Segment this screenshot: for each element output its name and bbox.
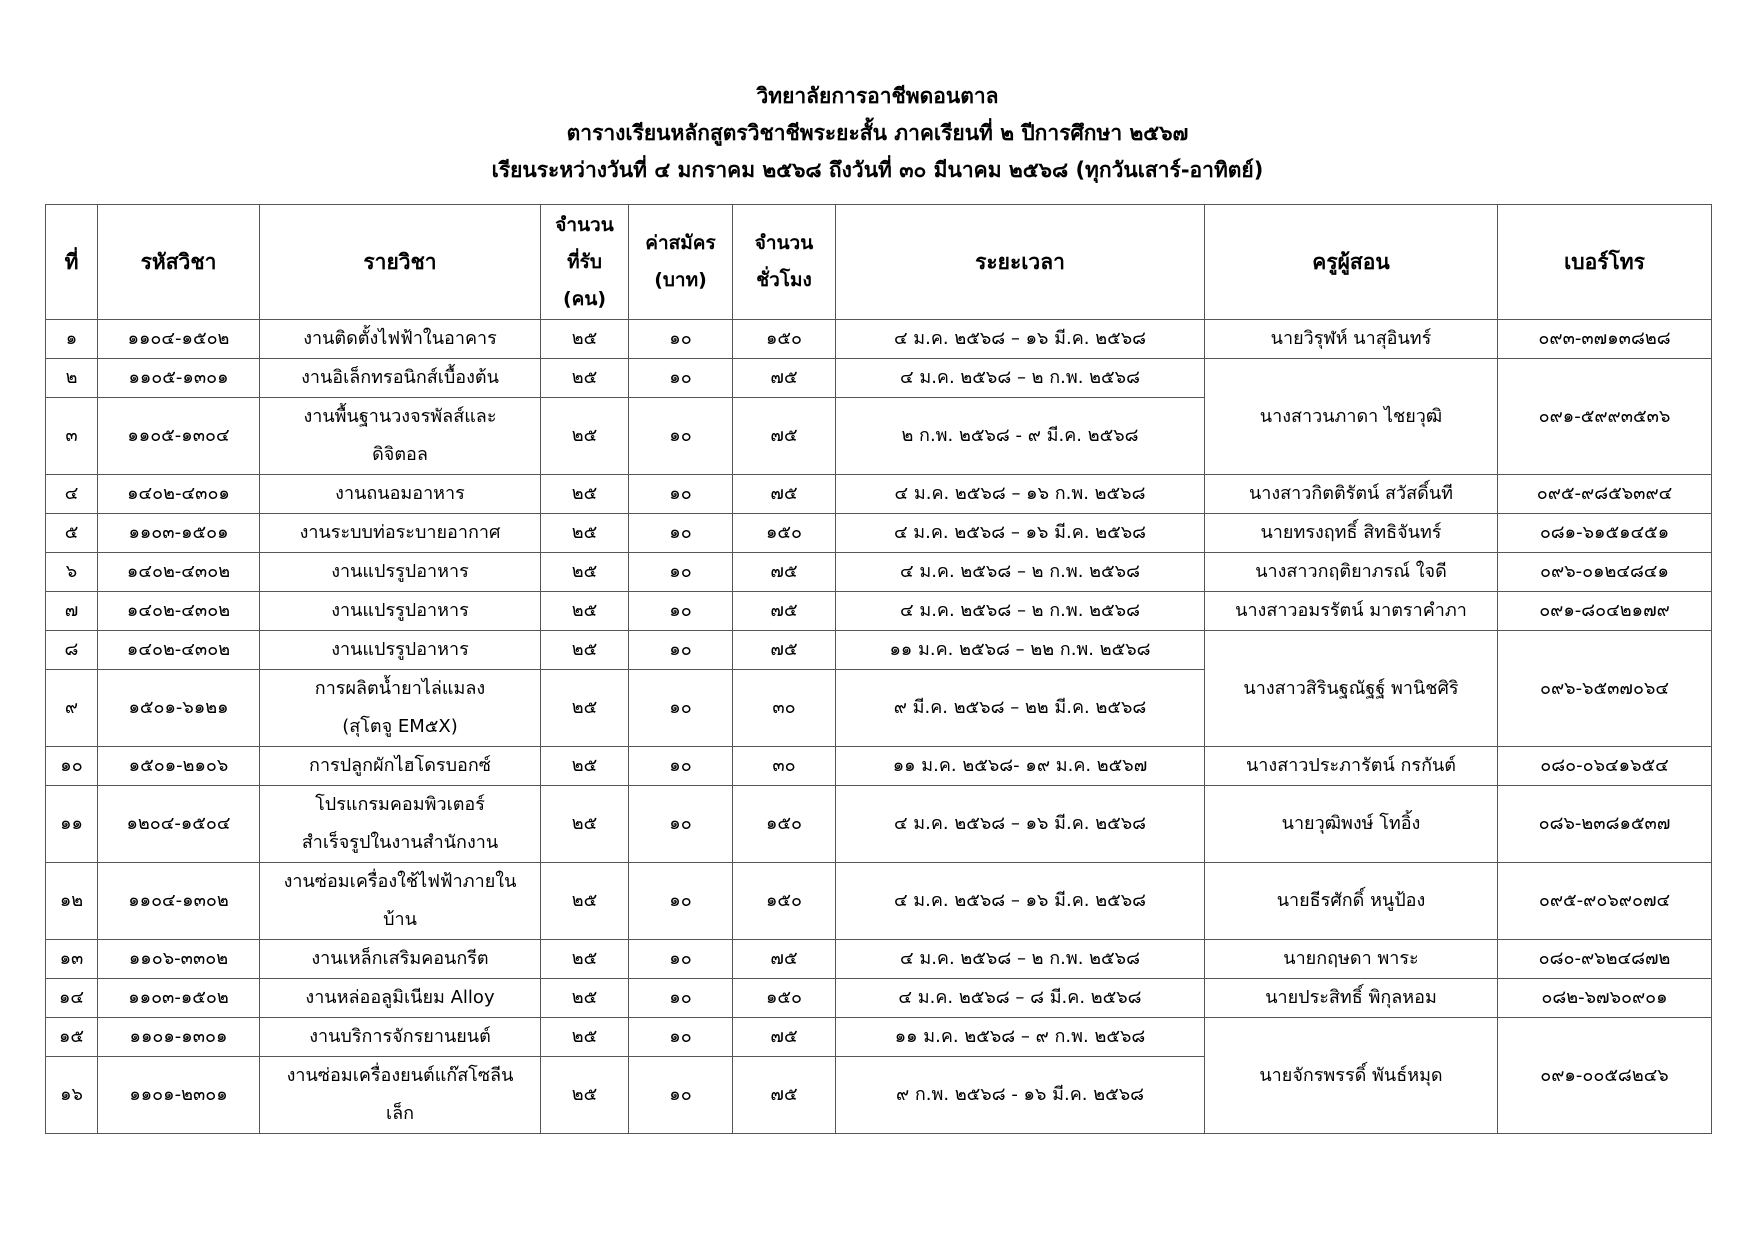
course-code: ๑๕๐๑-๒๑๐๖ (98, 747, 260, 786)
course-subject: การปลูกผักไฮโดรบอกซ์ (260, 747, 541, 786)
course-period: ๔ ม.ค. ๒๕๖๘ – ๒ ก.พ. ๒๕๖๘ (836, 940, 1205, 979)
course-hours: ๗๕ (733, 359, 836, 398)
teacher-phone: ๐๙๕-๙๐๖๙๐๗๔ (1498, 863, 1712, 940)
course-code: ๑๑๐๔-๑๓๐๒ (98, 863, 260, 940)
course-teacher: นายจักรพรรดิ์ พันธ์หมุด (1205, 1018, 1498, 1134)
teacher-phone: ๐๘๖-๒๓๘๑๕๓๗ (1498, 786, 1712, 863)
course-period: ๔ ม.ค. ๒๕๖๘ – ๒ ก.พ. ๒๕๖๘ (836, 553, 1205, 592)
course-teacher: นางสาวนภาดา ไชยวุฒิ (1205, 359, 1498, 475)
teacher-phone: ๐๘๐-๐๖๔๑๖๕๔ (1498, 747, 1712, 786)
course-seats: ๒๕ (541, 1018, 629, 1057)
subject-line: ดิจิตอล (372, 444, 428, 465)
course-fee: ๑๐ (629, 940, 733, 979)
table-row (46, 514, 1712, 553)
teacher-phone: ๐๙๑-๕๙๙๓๕๓๖ (1498, 359, 1712, 475)
course-teacher: นายทรงฤทธิ์ สิทธิจันทร์ (1205, 514, 1498, 553)
course-code: ๑๑๐๔-๑๕๐๒ (98, 320, 260, 359)
course-period: ๔ ม.ค. ๒๕๖๘ – ๒ ก.พ. ๒๕๖๘ (836, 359, 1205, 398)
course-fee: ๑๐ (629, 320, 733, 359)
subject-line: สำเร็จรูปในงานสำนักงาน (301, 832, 499, 853)
schedule-dates: เรียนระหว่างวันที่ ๔ มกราคม ๒๕๖๘ ถึงวันที่ ๓๐ มีนาคม ๒๕๖๘ (ทุกวันเสาร์-อาทิตย์) (491, 158, 1264, 182)
course-seats: ๒๕ (541, 747, 629, 786)
row-no: ๑๕ (46, 1018, 98, 1057)
teacher-phone: ๐๘๑-๖๑๕๑๔๕๑ (1498, 514, 1712, 553)
course-teacher: นางสาวกฤติยาภรณ์ ใจดี (1205, 553, 1498, 592)
course-fee: ๑๐ (629, 1018, 733, 1057)
course-subject: งานแปรรูปอาหาร (260, 553, 541, 592)
course-subject: งานถนอมอาหาร (260, 475, 541, 514)
course-seats: ๒๕ (541, 863, 629, 940)
course-teacher: นางสาวสิรินฐณัฐฐ์ พานิชศิริ (1205, 631, 1498, 747)
course-hours: ๑๕๐ (733, 320, 836, 359)
subject-line: การผลิตน้ำยาไล่แมลง (314, 678, 486, 699)
course-fee: ๑๐ (629, 359, 733, 398)
row-no: ๑๖ (46, 1057, 98, 1134)
row-no: ๑๐ (46, 747, 98, 786)
course-teacher: นายธีรศักดิ์ หนูป้อง (1205, 863, 1498, 940)
header-fee-line: (บาท) (654, 269, 707, 291)
course-hours: ๓๐ (733, 747, 836, 786)
table-row (46, 786, 1712, 863)
course-subject (260, 786, 541, 863)
row-no: ๔ (46, 475, 98, 514)
course-seats: ๒๕ (541, 979, 629, 1018)
course-subject (260, 670, 541, 747)
table-row (46, 747, 1712, 786)
row-no: ๙ (46, 670, 98, 747)
header-hours (733, 205, 836, 320)
table-row (46, 359, 1712, 398)
row-no: ๗ (46, 592, 98, 631)
course-subject: งานระบบท่อระบายอากาศ (260, 514, 541, 553)
header-fee (629, 205, 733, 320)
course-fee: ๑๐ (629, 747, 733, 786)
course-subject: งานแปรรูปอาหาร (260, 592, 541, 631)
header-code: รหัสวิชา (98, 205, 260, 320)
course-hours: ๑๕๐ (733, 514, 836, 553)
course-code: ๑๑๐๑-๑๓๐๑ (98, 1018, 260, 1057)
course-seats: ๒๕ (541, 514, 629, 553)
row-no: ๑๔ (46, 979, 98, 1018)
row-no: ๑ (46, 320, 98, 359)
course-teacher: นางสาวกิตติรัตน์ สวัสดิ์นที (1205, 475, 1498, 514)
course-teacher: นางสาวอมรรัตน์ มาตราคำภา (1205, 592, 1498, 631)
course-hours: ๗๕ (733, 592, 836, 631)
table-row (46, 863, 1712, 940)
course-fee: ๑๐ (629, 979, 733, 1018)
course-hours: ๗๕ (733, 1018, 836, 1057)
table-row (46, 475, 1712, 514)
course-period: ๔ ม.ค. ๒๕๖๘ – ๘ มี.ค. ๒๕๖๘ (836, 979, 1205, 1018)
header-subject: รายวิชา (260, 205, 541, 320)
course-period: ๔ ม.ค. ๒๕๖๘ – ๑๖ มี.ค. ๒๕๖๘ (836, 320, 1205, 359)
teacher-phone: ๐๙๖-๖๕๓๗๐๖๔ (1498, 631, 1712, 747)
header-hours-line: จำนวน (754, 232, 814, 254)
row-no: ๓ (46, 398, 98, 475)
course-hours: ๓๐ (733, 670, 836, 747)
course-code: ๑๑๐๓-๑๕๐๒ (98, 979, 260, 1018)
course-code: ๑๔๐๒-๔๓๐๑ (98, 475, 260, 514)
header-row (46, 205, 1712, 320)
course-seats: ๒๕ (541, 475, 629, 514)
course-period: ๑๑ ม.ค. ๒๕๖๘ – ๙ ก.พ. ๒๕๖๘ (836, 1018, 1205, 1057)
course-period: ๔ ม.ค. ๒๕๖๘ – ๑๖ มี.ค. ๒๕๖๘ (836, 786, 1205, 863)
course-seats: ๒๕ (541, 1057, 629, 1134)
course-fee: ๑๐ (629, 592, 733, 631)
course-fee: ๑๐ (629, 514, 733, 553)
course-seats: ๒๕ (541, 670, 629, 747)
document-header (0, 78, 1755, 189)
header-hours-line: ชั่วโมง (756, 269, 812, 291)
teacher-phone: ๐๙๖-๐๑๒๔๘๔๑ (1498, 553, 1712, 592)
course-subject: งานบริการจักรยานยนต์ (260, 1018, 541, 1057)
table-row (46, 553, 1712, 592)
row-no: ๕ (46, 514, 98, 553)
course-hours: ๗๕ (733, 553, 836, 592)
course-seats: ๒๕ (541, 553, 629, 592)
course-code: ๑๑๐๕-๑๓๐๔ (98, 398, 260, 475)
course-seats: ๒๕ (541, 631, 629, 670)
course-teacher: นายกฤษดา พาระ (1205, 940, 1498, 979)
subject-line: โปรแกรมคอมพิวเตอร์ (315, 794, 485, 815)
subject-line: บ้าน (383, 909, 417, 930)
course-fee: ๑๐ (629, 863, 733, 940)
course-fee: ๑๐ (629, 553, 733, 592)
course-code: ๑๑๐๖-๓๓๐๒ (98, 940, 260, 979)
table-row (46, 592, 1712, 631)
course-period: ๑๑ ม.ค. ๒๕๖๘- ๑๙ ม.ค. ๒๕๖๗ (836, 747, 1205, 786)
row-no: ๑๒ (46, 863, 98, 940)
row-no: ๑๑ (46, 786, 98, 863)
course-code: ๑๔๐๒-๔๓๐๒ (98, 592, 260, 631)
teacher-phone: ๐๘๒-๖๗๖๐๙๐๑ (1498, 979, 1712, 1018)
schedule-table (45, 204, 1712, 1134)
course-hours: ๗๕ (733, 1057, 836, 1134)
course-fee: ๑๐ (629, 1057, 733, 1134)
header-seats (541, 205, 629, 320)
course-fee: ๑๐ (629, 475, 733, 514)
row-no: ๘ (46, 631, 98, 670)
course-hours: ๗๕ (733, 475, 836, 514)
header-seats-line: (คน) (562, 287, 607, 310)
course-subject: งานติดตั้งไฟฟ้าในอาคาร (260, 320, 541, 359)
course-subject (260, 863, 541, 940)
subject-line: งานซ่อมเครื่องใช้ไฟฟ้าภายใน (283, 871, 517, 892)
college-name: วิทยาลัยการอาชีพดอนตาล (756, 84, 999, 108)
course-fee: ๑๐ (629, 631, 733, 670)
course-code: ๑๒๐๔-๑๕๐๔ (98, 786, 260, 863)
course-seats: ๒๕ (541, 359, 629, 398)
row-no: ๒ (46, 359, 98, 398)
subject-line: งานพื้นฐานวงจรพัลส์และ (303, 406, 497, 427)
course-hours: ๗๕ (733, 398, 836, 475)
table-row (46, 631, 1712, 670)
course-fee: ๑๐ (629, 398, 733, 475)
subject-line: เล็ก (385, 1103, 415, 1124)
table-row (46, 1018, 1712, 1057)
header-period: ระยะเวลา (836, 205, 1205, 320)
course-hours: ๑๕๐ (733, 786, 836, 863)
header-seats-line: ที่รับ (567, 250, 602, 273)
course-code: ๑๑๐๑-๒๓๐๑ (98, 1057, 260, 1134)
course-period: ๒ ก.พ. ๒๕๖๘ - ๙ มี.ค. ๒๕๖๘ (836, 398, 1205, 475)
teacher-phone: ๐๙๕-๙๘๕๖๓๙๔ (1498, 475, 1712, 514)
course-period: ๔ ม.ค. ๒๕๖๘ – ๑๖ มี.ค. ๒๕๖๘ (836, 863, 1205, 940)
teacher-phone: ๐๘๐-๙๖๒๔๘๗๒ (1498, 940, 1712, 979)
course-code: ๑๔๐๒-๔๓๐๒ (98, 631, 260, 670)
course-teacher: นางสาวประภารัตน์ กรกันต์ (1205, 747, 1498, 786)
course-hours: ๑๕๐ (733, 863, 836, 940)
course-hours: ๑๕๐ (733, 979, 836, 1018)
course-subject (260, 1057, 541, 1134)
course-teacher: นายวิรุฬห์ นาสุอินทร์ (1205, 320, 1498, 359)
header-teacher: ครูผู้สอน (1205, 205, 1498, 320)
header-fee-line: ค่าสมัคร (645, 232, 716, 254)
course-period: ๑๑ ม.ค. ๒๕๖๘ – ๒๒ ก.พ. ๒๕๖๘ (836, 631, 1205, 670)
subject-line: งานซ่อมเครื่องยนต์แก๊สโซลีน (286, 1065, 514, 1086)
teacher-phone: ๐๙๑-๐๐๕๘๒๔๖ (1498, 1018, 1712, 1134)
row-no: ๖ (46, 553, 98, 592)
header-phone: เบอร์โทร (1498, 205, 1712, 320)
course-code: ๑๔๐๒-๔๓๐๒ (98, 553, 260, 592)
course-period: ๔ ม.ค. ๒๕๖๘ – ๑๖ มี.ค. ๒๕๖๘ (836, 514, 1205, 553)
course-subject: งานหล่ออลูมิเนียม Alloy (260, 979, 541, 1018)
teacher-phone: ๐๙๑-๘๐๔๒๑๗๙ (1498, 592, 1712, 631)
header-no: ที่ (46, 205, 98, 320)
course-fee: ๑๐ (629, 786, 733, 863)
course-hours: ๗๕ (733, 631, 836, 670)
course-subject: งานอิเล็กทรอนิกส์เบื้องต้น (260, 359, 541, 398)
header-seats-line: จำนวน (555, 213, 614, 236)
row-no: ๑๓ (46, 940, 98, 979)
course-subject (260, 398, 541, 475)
course-hours: ๗๕ (733, 940, 836, 979)
course-period: ๙ มี.ค. ๒๕๖๘ – ๒๒ มี.ค. ๒๕๖๘ (836, 670, 1205, 747)
course-period: ๔ ม.ค. ๒๕๖๘ – ๑๖ ก.พ. ๒๕๖๘ (836, 475, 1205, 514)
course-seats: ๒๕ (541, 398, 629, 475)
course-seats: ๒๕ (541, 940, 629, 979)
course-teacher: นายประสิทธิ์ พิกุลหอม (1205, 979, 1498, 1018)
schedule-title: ตารางเรียนหลักสูตรวิชาชีพระยะสั้น ภาคเรียนที่ ๒ ปีการศึกษา ๒๕๖๗ (566, 121, 1189, 145)
table-row (46, 940, 1712, 979)
course-seats: ๒๕ (541, 592, 629, 631)
course-code: ๑๑๐๓-๑๕๐๑ (98, 514, 260, 553)
course-period: ๔ ม.ค. ๒๕๖๘ – ๒ ก.พ. ๒๕๖๘ (836, 592, 1205, 631)
teacher-phone: ๐๙๓-๓๗๑๓๘๒๘ (1498, 320, 1712, 359)
course-code: ๑๕๐๑-๖๑๒๑ (98, 670, 260, 747)
table-row (46, 320, 1712, 359)
course-period: ๙ ก.พ. ๒๕๖๘ - ๑๖ มี.ค. ๒๕๖๘ (836, 1057, 1205, 1134)
course-teacher: นายวุฒิพงษ์ โทอิ้ง (1205, 786, 1498, 863)
subject-line: (สุโตจู EM๕X) (342, 716, 458, 737)
course-fee: ๑๐ (629, 670, 733, 747)
course-seats: ๒๕ (541, 320, 629, 359)
course-subject: งานเหล็กเสริมคอนกรีต (260, 940, 541, 979)
course-subject: งานแปรรูปอาหาร (260, 631, 541, 670)
table-row (46, 979, 1712, 1018)
course-seats: ๒๕ (541, 786, 629, 863)
course-code: ๑๑๐๕-๑๓๐๑ (98, 359, 260, 398)
